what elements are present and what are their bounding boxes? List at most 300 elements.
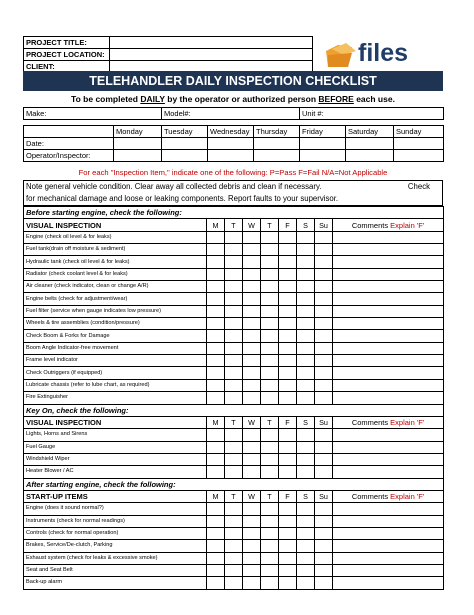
pass-fail-cell[interactable] [279,552,297,564]
pass-fail-cell[interactable] [261,564,279,576]
pass-fail-cell[interactable] [243,281,261,293]
table-row [24,527,444,539]
pass-fail-cell[interactable] [225,429,243,441]
pass-fail-cell[interactable] [207,231,225,243]
pass-fail-cell[interactable] [243,268,261,280]
client-label: CLIENT: [24,61,110,73]
comments-cell[interactable] [333,466,444,478]
pass-fail-cell[interactable] [297,379,315,391]
section-header-row [24,219,444,231]
table-row [24,515,444,527]
table-row [24,466,444,478]
explain-label: Explain 'F' [390,220,425,230]
pass-fail-cell[interactable] [207,318,225,330]
comments-cell[interactable] [333,552,444,564]
pass-fail-cell[interactable] [207,453,225,465]
pass-fail-cell[interactable] [243,564,261,576]
inspection-item-label: Engine (check oil level & for leaks) [24,231,207,243]
comments-cell[interactable] [333,379,444,391]
pass-fail-cell[interactable] [297,342,315,354]
pass-fail-cell[interactable] [207,305,225,317]
comments-cell[interactable] [333,429,444,441]
pass-fail-cell[interactable] [243,527,261,539]
operator-cell-wednesday[interactable] [208,150,254,162]
pass-fail-cell[interactable] [207,564,225,576]
pass-fail-cell[interactable] [279,429,297,441]
pass-fail-cell[interactable] [207,429,225,441]
pass-fail-cell[interactable] [225,318,243,330]
inspection-item-label: Radiator (check coolant level & for leaks) [24,268,207,280]
comments-cell[interactable] [333,256,444,268]
pass-fail-cell[interactable] [261,342,279,354]
table-row [24,429,444,441]
comments-cell[interactable] [333,244,444,256]
pass-fail-cell[interactable] [207,281,225,293]
pass-fail-cell[interactable] [297,503,315,515]
pass-fail-cell[interactable] [297,515,315,527]
pass-fail-cell[interactable] [315,429,333,441]
pass-fail-cell[interactable] [261,367,279,379]
pass-fail-cell[interactable] [261,293,279,305]
day-letter-header: F [279,490,297,502]
pass-fail-cell[interactable] [279,503,297,515]
pass-fail-cell[interactable] [261,305,279,317]
pass-fail-cell[interactable] [297,256,315,268]
pass-fail-cell[interactable] [207,466,225,478]
pass-fail-cell[interactable] [225,231,243,243]
pass-fail-cell[interactable] [243,244,261,256]
inspection-item-label: Wheels & tire assemblies (condition/pressure) [24,318,207,330]
day-letter-header: M [207,490,225,502]
comments-cell[interactable] [333,503,444,515]
pass-fail-cell[interactable] [207,552,225,564]
pass-fail-cell[interactable] [297,552,315,564]
pass-fail-cell[interactable] [297,540,315,552]
pass-fail-cell[interactable] [315,231,333,243]
pass-fail-cell[interactable] [261,527,279,539]
day-header-tuesday: Tuesday [162,126,208,138]
pass-fail-cell[interactable] [315,577,333,589]
pass-fail-cell[interactable] [243,355,261,367]
section-header-row [24,490,444,502]
pass-fail-cell[interactable] [279,466,297,478]
inspection-item-label: Engine belts (check for adjustment/wear) [24,293,207,305]
day-header-thursday: Thursday [254,126,300,138]
pass-fail-cell[interactable] [225,244,243,256]
operator-label: Operator/Inspector: [24,150,114,162]
pass-fail-cell[interactable] [261,268,279,280]
pass-fail-cell[interactable] [243,540,261,552]
inspection-item-label: Boom Angle Indicator-free movement [24,342,207,354]
comments-cell[interactable] [333,268,444,280]
pass-fail-cell[interactable] [279,367,297,379]
table-row [24,453,444,465]
pass-fail-cell[interactable] [225,466,243,478]
pass-fail-cell[interactable] [315,379,333,391]
pass-fail-cell[interactable] [207,256,225,268]
date-cell-wednesday[interactable] [208,138,254,150]
pass-fail-cell[interactable] [279,515,297,527]
table-row [24,564,444,576]
pass-fail-cell[interactable] [315,318,333,330]
pass-fail-cell[interactable] [297,305,315,317]
note-line-2: for mechanical damage and loose or leaking components. Report faults to your supervisor. [26,194,339,203]
pass-fail-cell[interactable] [279,540,297,552]
section-header-row [24,416,444,428]
pass-fail-cell[interactable] [207,441,225,453]
day-letter-header: Su [315,416,333,428]
unit-label[interactable]: Unit #: [300,108,444,120]
section-title-row [24,478,444,490]
pass-fail-cell[interactable] [261,244,279,256]
table-row [24,441,444,453]
table-row [24,256,444,268]
pass-fail-cell[interactable] [315,268,333,280]
comments-label: Comments [351,220,389,230]
folder-files-logo-icon [322,41,362,71]
section-title: Before starting engine, check the following: [24,207,444,219]
pass-fail-cell[interactable] [315,466,333,478]
inspection-item-label: Engine (does it sound normal?) [24,503,207,515]
pass-fail-cell[interactable] [225,552,243,564]
comments-cell[interactable] [333,564,444,576]
pass-fail-cell[interactable] [225,540,243,552]
table-row [24,330,444,342]
comments-cell[interactable] [333,318,444,330]
comments-cell[interactable] [333,330,444,342]
pass-fail-cell[interactable] [243,453,261,465]
pass-fail-cell[interactable] [243,515,261,527]
pass-fail-cell[interactable] [297,231,315,243]
day-letter-header: T [225,490,243,502]
note-check-word: Check [407,182,430,191]
pass-fail-cell[interactable] [315,552,333,564]
pass-fail-cell[interactable] [243,305,261,317]
pass-fail-cell[interactable] [207,293,225,305]
table-row [24,293,444,305]
comments-cell[interactable] [333,441,444,453]
pass-fail-cell[interactable] [315,453,333,465]
operator-cell-saturday[interactable] [346,150,394,162]
pass-fail-cell[interactable] [261,552,279,564]
pass-fail-cell[interactable] [297,577,315,589]
comments-cell[interactable] [333,305,444,317]
make-label[interactable]: Make: [24,108,162,120]
pass-fail-cell[interactable] [207,577,225,589]
pass-fail-cell[interactable] [315,305,333,317]
pass-fail-cell[interactable] [225,355,243,367]
comments-cell[interactable] [333,367,444,379]
pass-fail-cell[interactable] [297,429,315,441]
operator-cell-monday[interactable] [114,150,162,162]
table-row [24,318,444,330]
pass-fail-cell[interactable] [261,256,279,268]
pass-fail-cell[interactable] [225,330,243,342]
day-header-sunday: Sunday [394,126,444,138]
day-letter-header: F [279,219,297,231]
pass-fail-cell[interactable] [315,281,333,293]
pass-fail-cell[interactable] [261,540,279,552]
pass-fail-cell[interactable] [225,527,243,539]
pass-fail-cell[interactable] [261,281,279,293]
pass-fail-cell[interactable] [279,330,297,342]
pass-fail-cell[interactable] [225,515,243,527]
pass-fail-cell[interactable] [261,379,279,391]
pass-fail-cell[interactable] [243,318,261,330]
section-title: Key On, check the following: [24,404,444,416]
pass-fail-cell[interactable] [261,515,279,527]
day-letter-header: W [243,219,261,231]
pass-fail-cell[interactable] [279,379,297,391]
pass-fail-cell[interactable] [225,441,243,453]
inspection-item-label: Lubricate chassis (refer to lube chart, as required) [24,379,207,391]
pass-fail-cell[interactable] [315,503,333,515]
day-header-friday: Friday [300,126,346,138]
pass-fail-cell[interactable] [243,577,261,589]
pass-fail-cell[interactable] [297,330,315,342]
comments-cell[interactable] [333,540,444,552]
pass-fail-cell[interactable] [243,466,261,478]
pass-fail-cell[interactable] [279,318,297,330]
pass-fail-cell[interactable] [297,244,315,256]
date-label: Date: [24,138,114,150]
pass-fail-cell[interactable] [279,268,297,280]
files-logo [322,38,432,72]
comments-cell[interactable] [333,293,444,305]
pass-fail-cell[interactable] [207,379,225,391]
pass-fail-cell[interactable] [297,355,315,367]
operator-cell-tuesday[interactable] [162,150,208,162]
date-cell-tuesday[interactable] [162,138,208,150]
pass-fail-cell[interactable] [261,355,279,367]
inspection-item-label: Brakes, Service/De-clutch, Parking [24,540,207,552]
pass-fail-cell[interactable] [297,392,315,404]
pass-fail-cell[interactable] [225,293,243,305]
pass-fail-cell[interactable] [243,441,261,453]
pass-fail-cell[interactable] [297,453,315,465]
inspection-item-label: Seat and Seat Belt [24,564,207,576]
day-letter-header: M [207,416,225,428]
date-cell-saturday[interactable] [346,138,394,150]
date-cell-sunday[interactable] [394,138,444,150]
pass-fail-cell[interactable] [207,330,225,342]
pass-fail-cell[interactable] [279,564,297,576]
pass-fail-cell[interactable] [243,231,261,243]
pass-fail-cell[interactable] [261,392,279,404]
pass-fail-cell[interactable] [315,527,333,539]
pass-fail-cell[interactable] [225,281,243,293]
comments-cell[interactable] [333,577,444,589]
table-row [24,231,444,243]
inspection-item-label: Air cleaner (check indicator, clean or change A/R) [24,281,207,293]
section-header: START-UP ITEMS [24,490,207,502]
pass-fail-cell[interactable] [225,453,243,465]
instruction-subtitle: To be completed DAILY by the operator or authorized person BEFORE each use. [71,94,395,104]
date-cell-friday[interactable] [300,138,346,150]
pass-fail-cell[interactable] [315,256,333,268]
inspection-item-label: Fuel tank(drain off moisture & sediment) [24,244,207,256]
pass-fail-cell[interactable] [297,527,315,539]
pass-fail-cell[interactable] [261,453,279,465]
inspection-items-table [23,206,444,590]
project-location-field[interactable] [110,49,313,61]
inspection-item-label: Fuel Gauge [24,441,207,453]
general-note [23,180,443,206]
comments-cell[interactable] [333,515,444,527]
pass-fail-cell[interactable] [315,515,333,527]
pass-fail-cell[interactable] [315,342,333,354]
explain-label: Explain 'F' [390,492,425,502]
pass-fail-cell[interactable] [279,342,297,354]
pass-fail-cell[interactable] [243,342,261,354]
comments-cell[interactable] [333,342,444,354]
pass-fail-cell[interactable] [225,564,243,576]
table-row [24,392,444,404]
day-letter-header: M [207,219,225,231]
note-line-1: Note general vehicle condition. Clear away all collected debris and clean if necessary. [26,182,322,191]
pass-fail-cell[interactable] [279,453,297,465]
pass-fail-cell[interactable] [315,293,333,305]
pass-fail-cell[interactable] [297,281,315,293]
table-row [24,244,444,256]
table-row [24,305,444,317]
pass-fail-cell[interactable] [297,293,315,305]
pass-fail-cell[interactable] [243,429,261,441]
pass-fail-cell[interactable] [297,268,315,280]
pass-fail-cell[interactable] [315,355,333,367]
pass-fail-cell[interactable] [225,392,243,404]
inspection-item-label: Exhaust system (check for leaks & excessive smoke) [24,552,207,564]
project-info-table [23,36,313,73]
operator-cell-thursday[interactable] [254,150,300,162]
pass-fail-cell[interactable] [207,355,225,367]
pass-fail-cell[interactable] [297,466,315,478]
comments-cell[interactable] [333,231,444,243]
table-row [24,577,444,589]
pass-fail-cell[interactable] [315,540,333,552]
pass-fail-cell[interactable] [279,305,297,317]
comments-header [333,416,444,428]
pass-fail-cell[interactable] [207,268,225,280]
pass-fail-cell[interactable] [315,244,333,256]
pass-fail-cell[interactable] [225,503,243,515]
pass-fail-cell[interactable] [279,441,297,453]
pass-fail-cell[interactable] [261,441,279,453]
comments-cell[interactable] [333,453,444,465]
pass-fail-cell[interactable] [279,293,297,305]
pass-fail-cell[interactable] [243,552,261,564]
pass-fail-cell[interactable] [261,466,279,478]
pass-fail-cell[interactable] [279,392,297,404]
pass-fail-cell[interactable] [225,379,243,391]
day-header-monday: Monday [114,126,162,138]
operator-cell-sunday[interactable] [394,150,444,162]
pass-fail-cell[interactable] [261,330,279,342]
inspection-item-label: Back-up alarm [24,577,207,589]
pass-fail-cell[interactable] [279,256,297,268]
pass-fail-cell[interactable] [243,503,261,515]
section-title: After starting engine, check the following: [24,478,444,490]
date-cell-monday[interactable] [114,138,162,150]
date-cell-thursday[interactable] [254,138,300,150]
pass-fail-cell[interactable] [225,268,243,280]
day-letter-header: T [225,416,243,428]
pass-fail-cell[interactable] [207,367,225,379]
pass-fail-cell[interactable] [243,256,261,268]
comments-cell[interactable] [333,392,444,404]
pass-fail-cell[interactable] [279,577,297,589]
pass-fail-cell[interactable] [315,367,333,379]
equipment-days-table [23,107,444,162]
pass-fail-cell[interactable] [279,281,297,293]
pass-fail-cell[interactable] [225,256,243,268]
pass-fail-cell[interactable] [243,330,261,342]
pass-fail-cell[interactable] [243,293,261,305]
day-letter-header: T [261,219,279,231]
pass-fail-cell[interactable] [315,564,333,576]
pass-fail-cell[interactable] [279,355,297,367]
pass-fail-cell[interactable] [207,342,225,354]
pass-fail-cell[interactable] [207,515,225,527]
comments-cell[interactable] [333,355,444,367]
pass-fail-cell[interactable] [297,367,315,379]
pass-fail-cell[interactable] [207,503,225,515]
pass-fail-cell[interactable] [207,527,225,539]
inspection-item-label: Frame level indicator [24,355,207,367]
pass-fail-cell[interactable] [315,392,333,404]
model-label[interactable]: Model#: [162,108,300,120]
pass-fail-cell[interactable] [279,527,297,539]
comments-header [333,490,444,502]
comments-cell[interactable] [333,527,444,539]
pass-fail-cell[interactable] [315,330,333,342]
pass-fail-cell[interactable] [279,231,297,243]
day-letter-header: W [243,416,261,428]
pass-fail-cell[interactable] [207,540,225,552]
explain-label: Explain 'F' [390,418,425,428]
pass-fail-cell[interactable] [243,379,261,391]
pass-fail-cell[interactable] [297,318,315,330]
table-row [24,281,444,293]
pass-fail-cell[interactable] [243,392,261,404]
pass-fail-cell[interactable] [225,577,243,589]
operator-cell-friday[interactable] [300,150,346,162]
pass-fail-cell[interactable] [261,503,279,515]
pass-fail-cell[interactable] [225,342,243,354]
pass-fail-cell[interactable] [261,429,279,441]
pass-fail-cell[interactable] [261,231,279,243]
pass-fail-cell[interactable] [315,441,333,453]
pass-fail-cell[interactable] [207,392,225,404]
comments-cell[interactable] [333,281,444,293]
pass-fail-cell[interactable] [225,367,243,379]
section-header: VISUAL INSPECTION [24,219,207,231]
pass-fail-cell[interactable] [297,564,315,576]
table-row [24,503,444,515]
day-letter-header: S [297,416,315,428]
legend-text: For each "Inspection Item," indicate one of the following: P=Pass F=Fail N/A=Not Applicable [78,168,388,177]
pass-fail-cell[interactable] [225,305,243,317]
inspection-item-label: Windshield Wiper [24,453,207,465]
pass-fail-cell[interactable] [279,244,297,256]
section-header: VISUAL INSPECTION [24,416,207,428]
pass-fail-cell[interactable] [261,577,279,589]
pass-fail-cell[interactable] [261,318,279,330]
pass-fail-cell[interactable] [243,367,261,379]
pass-fail-cell[interactable] [207,244,225,256]
pass-fail-cell[interactable] [297,441,315,453]
project-title-field[interactable] [110,37,313,49]
